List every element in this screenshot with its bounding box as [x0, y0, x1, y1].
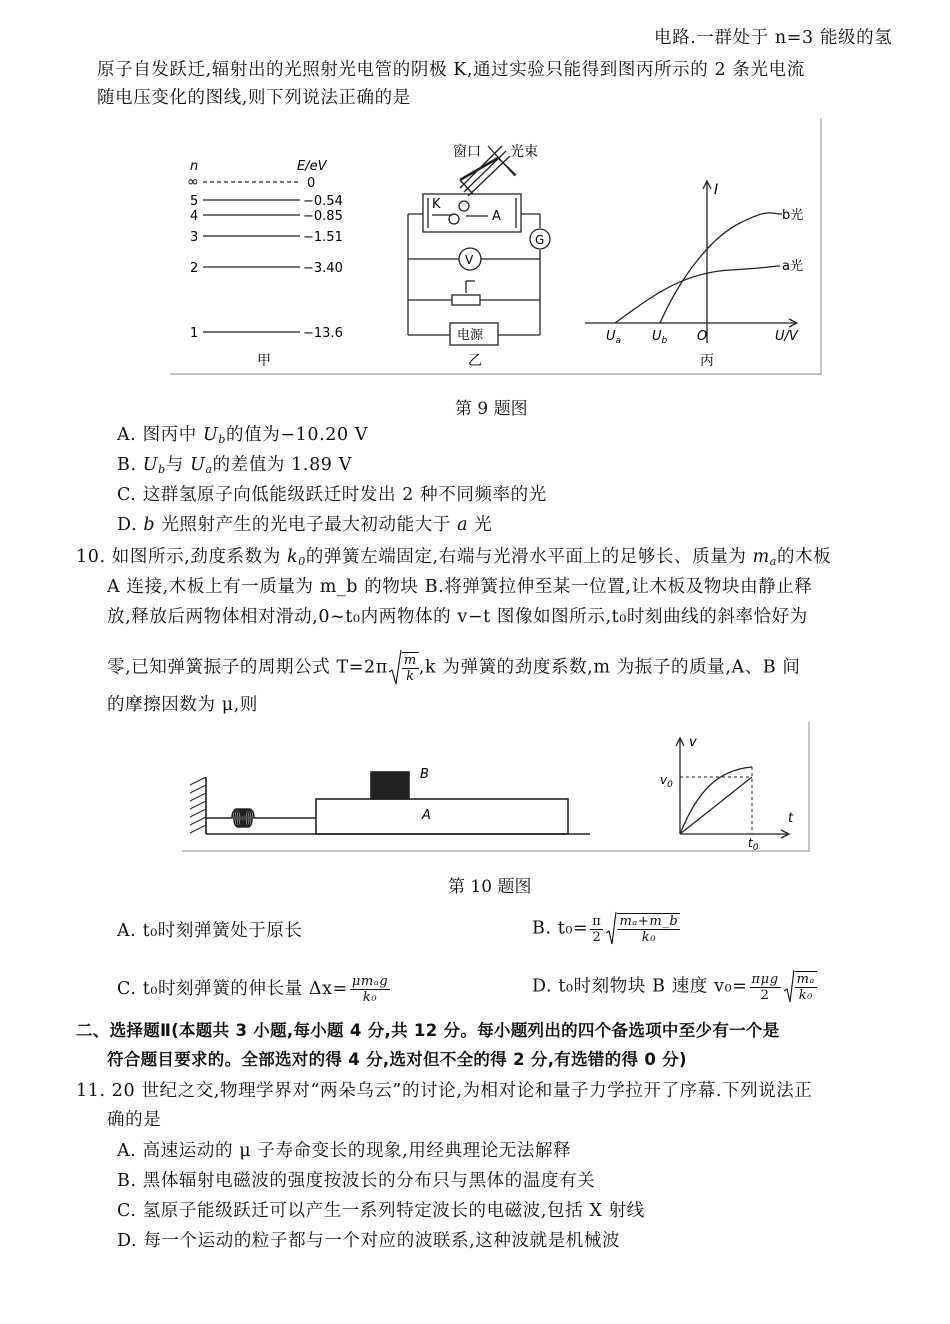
q11-option-a: A. 高速运动的 μ 子寿命变长的现象,用经典理论无法解释: [117, 1141, 572, 1161]
q10-option-a: A. t₀时刻弹簧处于原长: [117, 921, 303, 941]
board-a-label: A: [422, 808, 431, 823]
v-axis-label: v: [689, 735, 697, 750]
vt-graph: [676, 738, 789, 838]
level-4-e: −0.85: [303, 209, 343, 224]
q10-caption: 第 10 题图: [448, 877, 532, 897]
window-label: 窗口: [453, 144, 481, 160]
q9-option-b: B. $U_b$与 $U_a$的差值为 1.89 V: [117, 455, 352, 476]
q11-option-b: B. 黑体辐射电磁波的强度按波长的分布只与黑体的温度有关: [117, 1171, 596, 1191]
i-axis-label: I: [714, 182, 719, 198]
level-3-e: −1.51: [303, 230, 343, 245]
energy-level-diagram: [187, 159, 343, 369]
ub-label: $U_b$: [652, 329, 668, 346]
power-source-label: 电源: [457, 328, 484, 343]
iu-labels: [606, 182, 803, 369]
q9-caption: 第 9 题图: [455, 399, 528, 419]
beam-label: 光束: [510, 144, 538, 160]
level-5-n: 5: [190, 194, 199, 209]
q11-line2: 确的是: [107, 1110, 162, 1130]
q10-line5: 的摩擦因数为 μ,则: [107, 695, 258, 715]
iu-graph: [585, 181, 797, 343]
block-b-label: B: [420, 767, 429, 782]
u-axis-label: U/V: [775, 329, 798, 344]
level-2-n: 2: [190, 261, 199, 276]
q10-line3: 放,释放后两物体相对滑动,0~t₀内两物体的 v−t 图像如图所示,t₀时刻曲线的斜率恰好为: [107, 607, 808, 627]
q10-figure: [182, 722, 810, 852]
q9-line1: 原子自发跃迁,辐射出的光照射光电管的阴极 K,通过实验只能得到图丙所示的 2 条光电流: [97, 60, 805, 80]
level-inf-n: ∞: [187, 174, 199, 190]
e-label: E/eV: [297, 159, 327, 174]
section2-line1: 二、选择题Ⅱ(本题共 3 小题,每小题 4 分,共 12 分。每小题列出的四个备选项中至少有一个是: [76, 1021, 780, 1040]
q10-line1: 10. 如图所示,劲度系数为 $k_0$的弹簧左端固定,右端与光滑水平面上的足够长、质量为 $m_a$的木板: [76, 547, 832, 568]
galvanometer-label: G: [535, 233, 545, 247]
level-inf-e: 0: [307, 176, 316, 191]
cathode-label: K: [432, 197, 441, 212]
q11-line1: 11. 20 世纪之交,物理学界对“两朵乌云”的讨论,为相对论和量子力学拉开了序幕.下列说法正: [76, 1081, 813, 1101]
ua-label: $U_a$: [606, 329, 622, 346]
b-light-label: b光: [782, 208, 804, 223]
q11-option-c: C. 氢原子能级跃迁可以产生一系列特定波长的电磁波,包括 X 射线: [117, 1201, 645, 1221]
q9-option-c: C. 这群氢原子向低能级跃迁时发出 2 种不同频率的光: [117, 485, 547, 505]
q9-line2: 随电压变化的图线,则下列说法正确的是: [97, 88, 411, 108]
sqrt-m-over-k: $\frac{m}{k}$: [388, 648, 419, 688]
spring-block-system: [190, 772, 590, 834]
voltmeter-label: V: [465, 253, 474, 267]
jia-caption: 甲: [257, 353, 271, 369]
q10-line4: 零,已知弹簧振子的周期公式 T=2π $\frac{m}{k}$ ,k 为弹簧的劲度系数,m 为振子的质量,A、B 间: [107, 648, 801, 688]
a-light-label: a光: [782, 259, 803, 274]
q11-option-d: D. 每一个运动的粒子都与一个对应的波联系,这种波就是机械波: [117, 1231, 621, 1251]
bing-caption: 丙: [700, 353, 714, 369]
q10-line2: A 连接,木板上有一质量为 m_b 的物块 B.将弹簧拉伸至某一位置,让木板及物块由静止释: [107, 577, 813, 597]
q9-line0: 电路.一群处于 n=3 能级的氢: [654, 28, 893, 48]
v0-label: $v_0$: [660, 773, 673, 790]
q9-option-a: A. 图丙中 $U_b$的值为−10.20 V: [117, 425, 369, 446]
level-5-e: −0.54: [303, 194, 343, 209]
t0-label: $t_0$: [748, 836, 759, 852]
level-2-e: −3.40: [303, 261, 343, 276]
level-1-e: −13.6: [303, 326, 343, 341]
q10-option-d: D. t₀时刻物块 B 速度 v₀= $\frac{\text{πμg}}{2}$ $\frac{\text{mₐ}}{\text{k₀}}$: [532, 971, 816, 1003]
q9-option-d: D. b 光照射产生的光电子最大初动能大于 a 光: [117, 515, 493, 535]
yi-caption: 乙: [468, 353, 482, 369]
anode-label: A: [492, 209, 501, 224]
q9-figure: [170, 118, 822, 376]
origin-label: O: [697, 329, 708, 344]
section2-line2: 符合题目要求的。全部选对的得 4 分,选对但不全的得 2 分,有选错的得 0 分): [107, 1050, 687, 1069]
level-1-n: 1: [190, 326, 199, 341]
phototube-circuit: [408, 146, 550, 345]
level-3-n: 3: [190, 230, 199, 245]
t-axis-label: t: [788, 811, 794, 826]
q10-option-b: B. t₀= $\frac{\pi}{2}$ $\frac{\text{mₐ+m\_b}}{\text{k₀}}$: [532, 913, 679, 945]
q10-option-c: C. t₀时刻弹簧的伸长量 Δx= $\frac{\text{μmₐg}}{\text{k₀}}$: [117, 974, 389, 1005]
n-label: n: [190, 159, 199, 174]
level-4-n: 4: [190, 209, 199, 224]
